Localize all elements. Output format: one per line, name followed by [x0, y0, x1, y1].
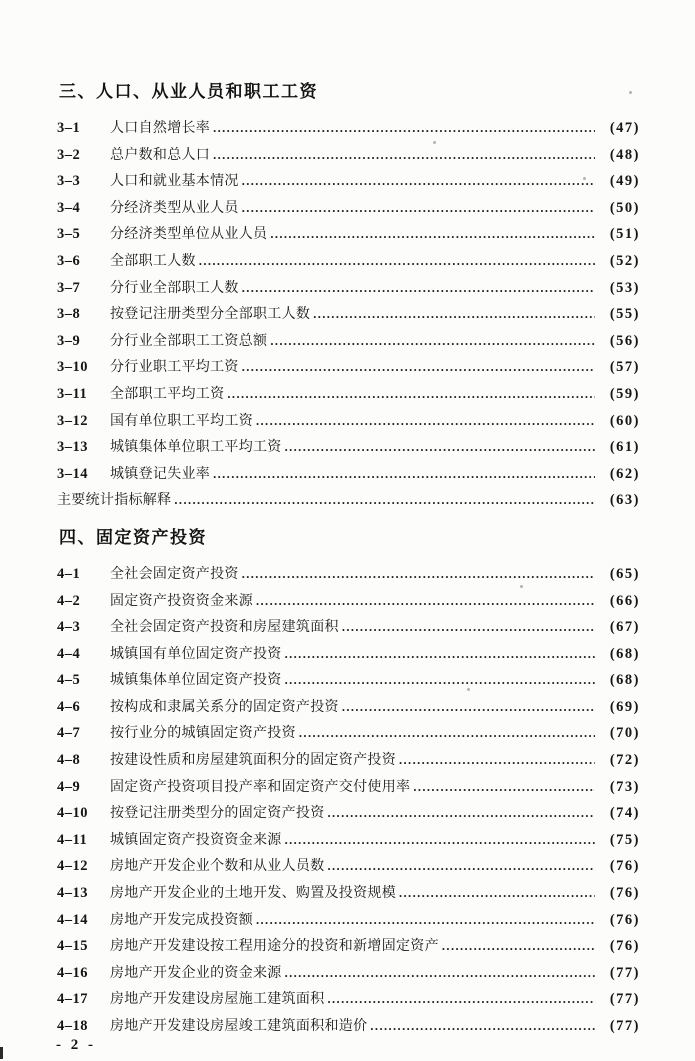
entry-page: (75) [609, 831, 640, 848]
entry-number: 4–11 [57, 831, 88, 848]
entry-title: 全社会固定资产投资 [110, 564, 239, 581]
entry-number: 4–15 [57, 938, 88, 955]
scan-edge-mark [0, 1047, 3, 1059]
entry-title: 按登记注册类型分全部职工人数 [110, 305, 311, 322]
toc-entry [57, 773, 640, 800]
entry-title: 城镇集体单位职工平均工资 [110, 438, 282, 455]
toc-entry [57, 167, 640, 194]
toc-rows [57, 560, 640, 1039]
toc-entry [57, 799, 640, 826]
entry-title: 分行业职工平均工资 [110, 358, 239, 375]
toc-entry [57, 486, 640, 513]
section-heading: 四、固定资产投资 [59, 527, 207, 547]
dot-leader [342, 613, 595, 641]
toc-entry [57, 746, 640, 773]
dot-leader [270, 220, 595, 248]
toc-entry [57, 1012, 640, 1039]
entry-number: 3–6 [57, 252, 81, 269]
entry-number: 4–2 [57, 592, 81, 609]
toc-entry [57, 719, 640, 746]
dot-leader [213, 460, 595, 488]
entry-page: (57) [609, 359, 640, 376]
toc-entry [57, 300, 640, 327]
entry-number: 3–9 [57, 332, 81, 349]
entry-title: 国有单位职工平均工资 [110, 411, 253, 428]
dot-leader [299, 719, 595, 747]
table-of-contents [57, 82, 640, 1039]
toc-entry [57, 194, 640, 221]
entry-title: 按行业分的城镇固定资产投资 [110, 724, 296, 741]
entry-number: 4–16 [57, 964, 88, 981]
entry-title: 房地产开发建设房屋竣工建筑面积和造价 [110, 1017, 368, 1033]
dot-leader [213, 114, 595, 142]
entry-page: (76) [609, 858, 640, 875]
entry-title: 人口和就业基本情况 [110, 172, 239, 189]
toc-entry [57, 433, 640, 460]
dot-leader [242, 353, 595, 381]
dot-leader [399, 746, 595, 774]
entry-number: 4–4 [57, 645, 81, 662]
dot-leader [256, 587, 595, 615]
dot-leader [342, 693, 595, 721]
scan-speck [520, 585, 523, 588]
entry-title: 按构成和隶属关系分的固定资产投资 [110, 697, 339, 714]
entry-title: 全部职工平均工资 [110, 384, 225, 401]
entry-title: 房地产开发完成投资额 [110, 910, 253, 927]
entry-page: (51) [609, 226, 640, 243]
dot-leader [174, 486, 595, 514]
entry-page: (68) [609, 645, 640, 662]
entry-title: 房地产开发企业的土地开发、购置及投资规模 [110, 884, 396, 901]
entry-number: 3–13 [57, 439, 88, 456]
entry-title: 城镇集体单位固定资产投资 [110, 671, 282, 688]
entry-page: (74) [609, 805, 640, 822]
entry-title: 主要统计指标解释 [57, 491, 172, 508]
entry-page: (76) [609, 938, 640, 955]
dot-leader [328, 799, 596, 827]
entry-page: (47) [609, 120, 640, 136]
entry-title: 固定资产投资资金来源 [110, 591, 253, 608]
toc-entry [57, 852, 640, 879]
entry-number: 3–11 [57, 385, 88, 402]
scan-speck [433, 141, 436, 144]
dot-leader [285, 666, 595, 694]
entry-page: (56) [609, 332, 640, 349]
toc-entry [57, 587, 640, 614]
toc-entry [57, 407, 640, 434]
entry-title: 分行业全部职工人数 [110, 278, 239, 295]
entry-page: (63) [609, 492, 640, 509]
entry-number: 3–4 [57, 199, 81, 216]
entry-title: 全部职工人数 [110, 251, 196, 268]
toc-entry [57, 327, 640, 354]
entry-number: 4–17 [57, 991, 88, 1008]
dot-leader [285, 640, 595, 668]
entry-number: 3–3 [57, 173, 81, 190]
entry-title: 总户数和总人口 [110, 145, 211, 162]
entry-title: 按建设性质和房屋建筑面积分的固定资产投资 [110, 751, 396, 768]
entry-number: 3–10 [57, 359, 88, 376]
toc-entry [57, 353, 640, 380]
entry-number: 3–12 [57, 412, 88, 429]
dot-leader [242, 194, 595, 222]
entry-number: 3–8 [57, 306, 81, 323]
scan-speck [583, 177, 586, 180]
entry-page: (70) [609, 725, 640, 742]
entry-page: (50) [609, 199, 640, 216]
entry-number: 3–1 [57, 120, 81, 136]
toc-entry [57, 247, 640, 274]
toc-entry [57, 959, 640, 986]
entry-number: 4–7 [57, 725, 81, 742]
dot-leader [328, 852, 596, 880]
entry-number: 3–14 [57, 465, 88, 482]
toc-entry [57, 274, 640, 301]
dot-leader [285, 959, 595, 987]
entry-number: 4–1 [57, 565, 81, 582]
entry-page: (67) [609, 619, 640, 636]
entry-page: (76) [609, 885, 640, 902]
dot-leader [285, 826, 595, 854]
dot-leader [242, 167, 595, 195]
entry-title: 城镇登记失业率 [110, 464, 211, 481]
entry-number: 4–10 [57, 805, 88, 822]
dot-leader [370, 1012, 595, 1040]
entry-title: 人口自然增长率 [110, 119, 211, 135]
toc-entry [57, 932, 640, 959]
toc-entry [57, 220, 640, 247]
toc-entry [57, 460, 640, 487]
entry-title: 固定资产投资项目投产率和固定资产交付使用率 [110, 777, 411, 794]
dot-leader [442, 932, 595, 960]
toc-entry [57, 906, 640, 933]
dot-leader [242, 560, 595, 588]
dot-leader [413, 773, 595, 801]
dot-leader [213, 141, 595, 169]
entry-number: 4–14 [57, 911, 88, 928]
dot-leader [313, 300, 595, 328]
dot-leader [256, 906, 595, 934]
dot-leader [199, 247, 595, 275]
entry-page: (62) [609, 465, 640, 482]
entry-title: 分经济类型单位从业人员 [110, 225, 268, 242]
dot-leader [399, 879, 595, 907]
dot-leader [270, 327, 595, 355]
toc-rows [57, 114, 640, 513]
entry-page: (48) [609, 146, 640, 163]
entry-page: (77) [609, 964, 640, 981]
entry-page: (76) [609, 911, 640, 928]
toc-entry [57, 985, 640, 1012]
entry-number: 4–13 [57, 885, 88, 902]
entry-number: 4–18 [57, 1018, 88, 1034]
entry-title: 房地产开发企业个数和从业人员数 [110, 857, 325, 874]
entry-page: (49) [609, 173, 640, 190]
dot-leader [285, 433, 595, 461]
entry-number: 4–5 [57, 672, 81, 689]
toc-entry [57, 141, 640, 168]
entry-page: (72) [609, 752, 640, 769]
toc-entry [57, 666, 640, 693]
toc-entry [57, 613, 640, 640]
page-number-footer [56, 1037, 94, 1054]
entry-number: 4–6 [57, 698, 81, 715]
entry-title: 房地产开发建设房屋施工建筑面积 [110, 990, 325, 1007]
toc-entry [57, 879, 640, 906]
scan-speck [629, 91, 632, 94]
entry-title: 分行业全部职工工资总额 [110, 331, 268, 348]
entry-page: (77) [609, 1018, 640, 1034]
entry-page: (66) [609, 592, 640, 609]
section-heading: 三、人口、从业人员和职工工资 [59, 82, 318, 101]
entry-title: 城镇固定资产投资资金来源 [110, 830, 282, 847]
toc-entry [57, 560, 640, 587]
page-number: - 2 - [56, 1037, 94, 1053]
entry-page: (61) [609, 439, 640, 456]
entry-page: (69) [609, 698, 640, 715]
entry-number: 4–9 [57, 778, 81, 795]
entry-title: 城镇国有单位固定资产投资 [110, 644, 282, 661]
toc-entry [57, 640, 640, 667]
entry-title: 房地产开发建设按工程用途分的投资和新增固定资产 [110, 937, 439, 954]
entry-number: 3–7 [57, 279, 81, 296]
entry-page: (65) [609, 565, 640, 582]
entry-number: 3–2 [57, 146, 81, 163]
dot-leader [256, 407, 595, 435]
entry-number: 4–12 [57, 858, 88, 875]
toc-entry [57, 826, 640, 853]
entry-number: 4–8 [57, 752, 81, 769]
toc-entry [57, 114, 640, 141]
entry-title: 分经济类型从业人员 [110, 198, 239, 215]
entry-page: (52) [609, 252, 640, 269]
entry-page: (55) [609, 306, 640, 323]
entry-page: (59) [609, 385, 640, 402]
entry-page: (68) [609, 672, 640, 689]
entry-page: (53) [609, 279, 640, 296]
entry-title: 按登记注册类型分的固定资产投资 [110, 804, 325, 821]
entry-title: 房地产开发企业的资金来源 [110, 963, 282, 980]
entry-title: 全社会固定资产投资和房屋建筑面积 [110, 618, 339, 635]
toc-section [57, 528, 640, 1039]
entry-page: (77) [609, 991, 640, 1008]
entry-page: (73) [609, 778, 640, 795]
dot-leader [227, 380, 595, 408]
toc-entry [57, 693, 640, 720]
toc-section [57, 82, 640, 513]
entry-page: (60) [609, 412, 640, 429]
entry-number: 3–5 [57, 226, 81, 243]
dot-leader [242, 274, 595, 302]
toc-entry [57, 380, 640, 407]
entry-number: 4–3 [57, 619, 81, 636]
dot-leader [328, 985, 596, 1013]
scan-speck [467, 688, 470, 691]
